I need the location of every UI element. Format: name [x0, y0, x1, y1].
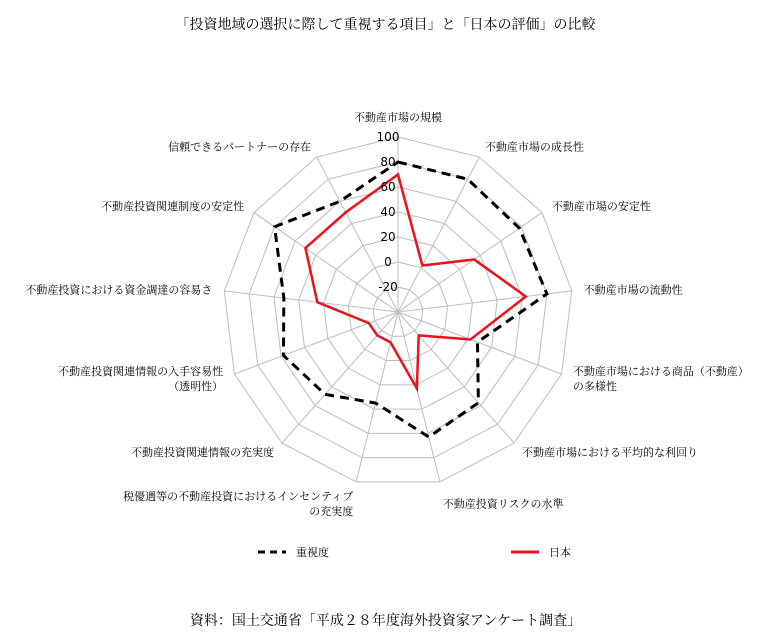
- tick-label: 60: [380, 180, 396, 194]
- tick-label: 100: [376, 130, 400, 144]
- axis-label: 不動産投資関連情報の充実度: [130, 445, 274, 459]
- axis-label: 不動産投資における資金調達の容易さ: [25, 283, 213, 297]
- radar-axis-labels: [25, 110, 748, 518]
- axis-label: 信頼できるパートナーの存在: [168, 140, 312, 154]
- axis-label: 税優遇等の不動産投資におけるインセンティブ: [123, 490, 354, 504]
- axis-label: 不動産市場の安定性: [551, 199, 651, 213]
- source-note: 資料：国土交通省「平成２８年度海外投資家アンケート調査」: [189, 613, 582, 629]
- axis-label: （透明性）: [168, 379, 224, 393]
- tick-label: 0: [384, 255, 392, 269]
- axis-label: 不動産市場における商品（不動産）: [572, 364, 749, 378]
- axis-label: 不動産市場の成長性: [484, 140, 584, 154]
- tick-label: 80: [380, 155, 396, 169]
- grid-spoke: [282, 312, 398, 443]
- radar-grid: [224, 137, 571, 482]
- radar-series: [275, 162, 547, 437]
- axis-label: の充実度: [309, 505, 354, 519]
- tick-label: 20: [380, 230, 396, 244]
- grid-spoke: [398, 312, 514, 443]
- legend-label-0: 重視度: [296, 546, 329, 559]
- axis-label: 不動産市場における平均的な利回り: [522, 445, 699, 459]
- legend: [258, 545, 571, 559]
- axis-label: の多様性: [572, 379, 617, 393]
- grid-spoke: [356, 312, 398, 482]
- axis-label: 不動産市場の規模: [354, 111, 442, 124]
- axis-label: 不動産投資関連制度の安定性: [101, 199, 245, 213]
- legend-label-1: 日本: [549, 546, 571, 559]
- series-line-0: [275, 162, 547, 437]
- axis-label: 不動産投資関連情報の入手容易性: [58, 364, 224, 378]
- chart-title: 「投資地域の選択に際して重視する項目」と「日本の評価」の比較: [175, 17, 596, 33]
- axis-label: 不動産投資リスクの水準: [442, 497, 564, 511]
- tick-label: -20: [378, 280, 398, 294]
- axis-label: 不動産市場の流動性: [583, 283, 683, 297]
- tick-label: 40: [380, 205, 396, 219]
- series-line-1: [305, 175, 525, 389]
